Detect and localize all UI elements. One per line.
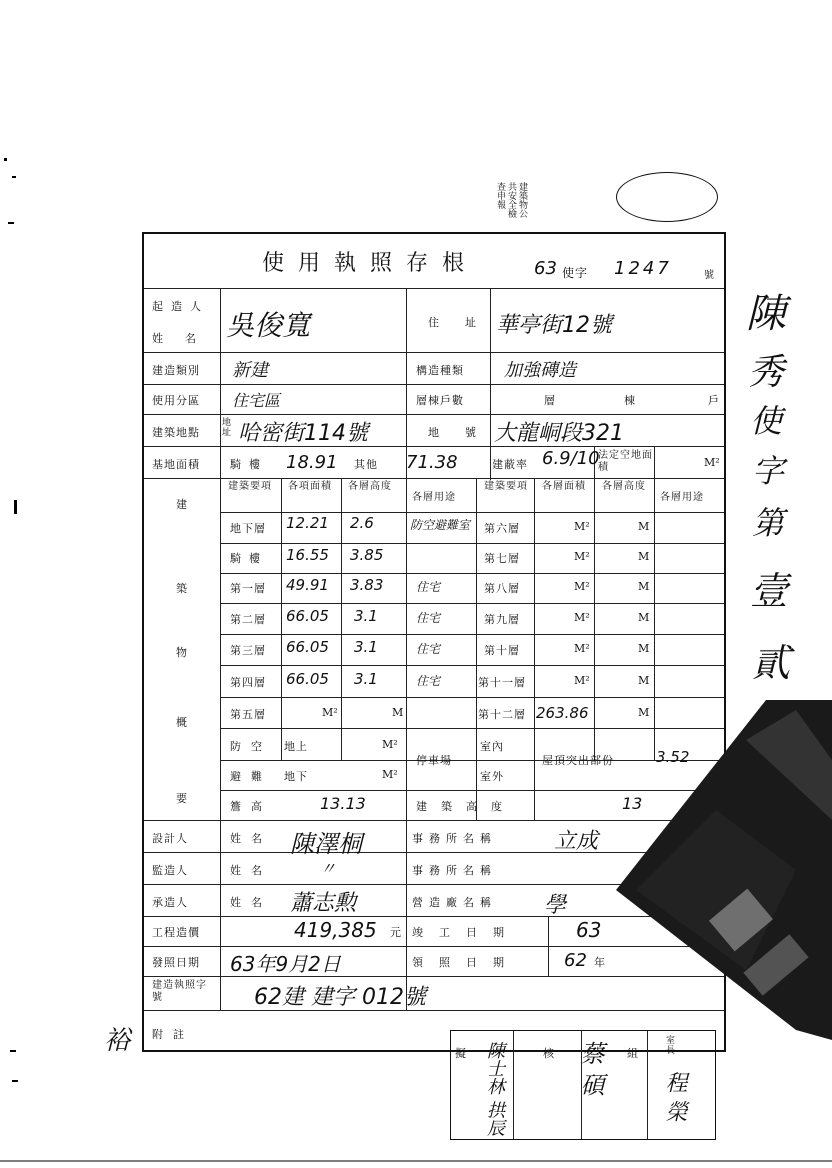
eaves-height-value: 13.13 [320, 794, 366, 813]
building-height-value: 13 [622, 794, 643, 813]
remarks-label: 附註 [152, 1028, 194, 1041]
unit-m-r11: M [638, 674, 650, 687]
unit-m2-r7: M² [574, 550, 590, 563]
row-label-floor-2: 第二層 [230, 613, 266, 626]
designer-label: 設計人 [152, 832, 188, 845]
permit-value: 62建 建字 012號 [254, 985, 426, 1010]
building-label-char-2: 築 [176, 582, 188, 595]
supervisor-value: 〃 [320, 859, 337, 878]
structure-value: 加強磚造 [504, 360, 576, 381]
unit-m2-r5: M² [322, 706, 338, 719]
side-char-5: 第 [752, 504, 785, 542]
lot-value: 大龍峒段321 [494, 421, 624, 446]
total-area-value: 263.86 [536, 704, 589, 722]
building-label-char-3: 物 [176, 646, 188, 659]
unit-m-r6: M [638, 520, 650, 533]
approval-col2-label: 核 [543, 1047, 555, 1060]
floor1-area: 49.91 [286, 576, 329, 594]
building-type-label: 建造類別 [152, 364, 200, 377]
permit-number: 1247 [614, 258, 672, 279]
floors-unit-bldg: 棟 [624, 394, 636, 407]
floor2-area: 66.05 [286, 607, 329, 625]
contractor-company-value: 學 [544, 893, 567, 918]
col-use2-header: 各層用途 [660, 492, 704, 503]
permit-no-label: 建造執照字號 [152, 980, 207, 1003]
arcade-row-area: 16.55 [286, 546, 329, 564]
floor3-height: 3.1 [354, 638, 378, 656]
permit-number-prefix: 63 [534, 258, 557, 279]
license-year-value: 62 [564, 950, 587, 971]
completion-label: 竣工日期 [412, 926, 520, 939]
approval-col1-value: 陳士林 拱辰 [484, 1041, 505, 1137]
indoor-label: 室內 [480, 740, 504, 753]
building-type-value: 新建 [232, 360, 268, 381]
row-label-floor-9: 第九層 [484, 613, 520, 626]
floor2-use: 住宅 [416, 611, 441, 625]
unit-m2-r9: M² [574, 611, 590, 624]
approval-box [450, 1030, 716, 1140]
unit-m-r10: M [638, 642, 650, 655]
eaves-label: 簷高 [230, 800, 272, 813]
location-value: 哈密街114號 [238, 421, 368, 446]
row-label-floor-6: 第六層 [484, 522, 520, 535]
contractor-value: 蕭志勲 [290, 891, 357, 916]
issue-date-label: 發照日期 [152, 956, 200, 969]
row-label-floor-12: 第十二層 [478, 708, 526, 721]
side-char-4: 字 [752, 452, 785, 490]
approval-col1-label: 擬 [455, 1047, 467, 1060]
other-label: 其他 [354, 458, 378, 471]
issue-date-value: 63年9月2日 [230, 952, 341, 976]
address-label: 住址 [428, 316, 502, 329]
col-use-header: 各層用途 [412, 492, 456, 503]
roof-label: 屋頂突出部份 [542, 754, 614, 767]
cost-yuan: 元 [390, 926, 402, 939]
address-value: 華亭街12號 [496, 313, 612, 338]
arcade-area-value: 18.91 [286, 452, 338, 473]
side-char-2: 秀 [748, 352, 785, 393]
col-item2-header: 建築要項 [484, 481, 528, 492]
approval-col3-title: 室長 [664, 1035, 674, 1055]
permit-number-char: 使字 [562, 266, 589, 280]
contractor-company-label: 營造廠名稱 [412, 896, 497, 909]
approval-col3-value: 程 榮 [662, 1071, 687, 1122]
applicant-label-1: 起造人 [152, 300, 209, 313]
contractor-label: 承造人 [152, 896, 188, 909]
form-title: 使用執照存根 [262, 251, 479, 276]
coverage-value: 6.9/10 [542, 448, 600, 469]
designer-office-value: 立成 [554, 829, 599, 854]
usage-value: 住宅區 [232, 391, 281, 410]
margin-char: 裕 [104, 1026, 131, 1056]
row-label-floor-5: 第五層 [230, 708, 266, 721]
open-space-unit: M² [704, 456, 720, 469]
floor1-use: 住宅 [416, 580, 441, 594]
row-label-floor-7: 第七層 [484, 552, 520, 565]
top-circle-stamp [616, 172, 718, 222]
row-label-basement: 地下層 [230, 522, 266, 535]
unit-m-r12: M [638, 706, 650, 719]
side-char-7: 貳 [752, 641, 791, 685]
row-label-floor-11: 第十一層 [478, 676, 526, 689]
applicant-label-2: 姓名 [152, 332, 218, 345]
row-label-floor-8: 第八層 [484, 582, 520, 595]
usage-zone-label: 使用分區 [152, 394, 200, 407]
row-label-floor-4: 第四層 [230, 676, 266, 689]
applicant-name-value: 吳俊寬 [226, 309, 311, 342]
col-area-header: 各項面積 [288, 481, 332, 492]
col-height2-header: 各層高度 [602, 481, 646, 492]
shelter-label-2: 避難 [230, 770, 272, 783]
building-label-char-4: 概 [176, 716, 188, 729]
shelter-above-unit: M² [382, 738, 398, 751]
other-area-value: 71.38 [406, 452, 458, 473]
supervisor-office-label: 事務所名稱 [412, 864, 497, 877]
unit-m-r5: M [392, 706, 404, 719]
row-label-arcade: 騎樓 [230, 552, 268, 565]
license-date-label: 領照日期 [412, 956, 520, 969]
row-label-floor-10: 第十層 [484, 644, 520, 657]
dark-stamp-artifact [596, 700, 832, 1040]
supervisor-name-label: 姓名 [230, 864, 272, 877]
supervisor-label: 監造人 [152, 864, 188, 877]
unit-m2-r8: M² [574, 580, 590, 593]
building-location-label: 建築地點 [152, 426, 200, 439]
license-year-unit: 年 [594, 956, 606, 969]
row-label-floor-1: 第一層 [230, 582, 266, 595]
floor4-height: 3.1 [354, 670, 378, 688]
side-char-6: 壹 [750, 569, 789, 613]
roof-height-value: 3.52 [656, 748, 690, 766]
floors-unit-floor: 層 [544, 394, 556, 407]
floor2-height: 3.1 [354, 607, 378, 625]
approval-col3-label: 組 [627, 1047, 639, 1060]
floors-unit-unit: 戶 [708, 394, 720, 407]
col-area2-header: 各層面積 [542, 481, 586, 492]
structure-type-label: 構造種類 [416, 364, 464, 377]
building-height-label: 建築高度 [416, 800, 516, 813]
unit-m2-r6: M² [574, 520, 590, 533]
designer-name-label: 姓名 [230, 832, 272, 845]
shelter-above-label: 地上 [284, 740, 308, 753]
floor3-use: 住宅 [416, 642, 441, 656]
floor1-height: 3.83 [350, 576, 384, 594]
row-label-floor-3: 第三層 [230, 644, 266, 657]
basement-height-value: 2.6 [350, 514, 374, 532]
floors-units-label: 層棟戶數 [416, 394, 464, 407]
approval-col2-value: 蔡 碩 [576, 1041, 604, 1097]
basement-use-value: 防空避難室 [410, 518, 471, 532]
floor4-area: 66.05 [286, 670, 329, 688]
arcade-row-height: 3.85 [350, 546, 384, 564]
floor4-use: 住宅 [416, 674, 441, 688]
side-char-1: 陳 [746, 291, 786, 337]
building-label-char-1: 建 [176, 498, 188, 511]
side-char-3: 使 [750, 402, 783, 440]
shelter-label-1: 防空 [230, 740, 272, 753]
col-height-header: 各層高度 [348, 481, 392, 492]
top-stamp-text: 建築物公共安全檢查申報 [495, 182, 527, 218]
designer-value: 陳澤桐 [290, 830, 362, 858]
floor3-area: 66.05 [286, 638, 329, 656]
unit-m2-r10: M² [574, 642, 590, 655]
cost-label: 工程造價 [152, 926, 200, 939]
col-item-header: 建築要項 [228, 481, 272, 492]
completion-value: 63 [576, 918, 602, 942]
cost-value: 419,385 [294, 918, 377, 942]
unit-m-r9: M [638, 611, 650, 624]
permit-number-suffix: 號 [704, 270, 715, 281]
shelter-below-unit: M² [382, 768, 398, 781]
parking-label: 停車場 [416, 754, 452, 767]
designer-office-label: 事務所名稱 [412, 832, 497, 845]
outdoor-label: 室外 [480, 770, 504, 783]
site-area-label: 基地面積 [152, 458, 200, 471]
contractor-name-label: 姓名 [230, 896, 272, 909]
shelter-below-label: 地下 [284, 770, 308, 783]
open-space-label: 法定空地面積 [598, 450, 653, 473]
basement-area-value: 12.21 [286, 514, 329, 532]
unit-m2-r11: M² [574, 674, 590, 687]
unit-m-r7: M [638, 550, 650, 563]
lot-number-label: 地號 [428, 426, 502, 439]
coverage-label: 建蔽率 [492, 458, 528, 471]
arcade-label: 騎樓 [230, 458, 268, 471]
location-sub-label: 地址 [222, 418, 233, 438]
building-label-char-5: 要 [176, 792, 188, 805]
unit-m-r8: M [638, 580, 650, 593]
